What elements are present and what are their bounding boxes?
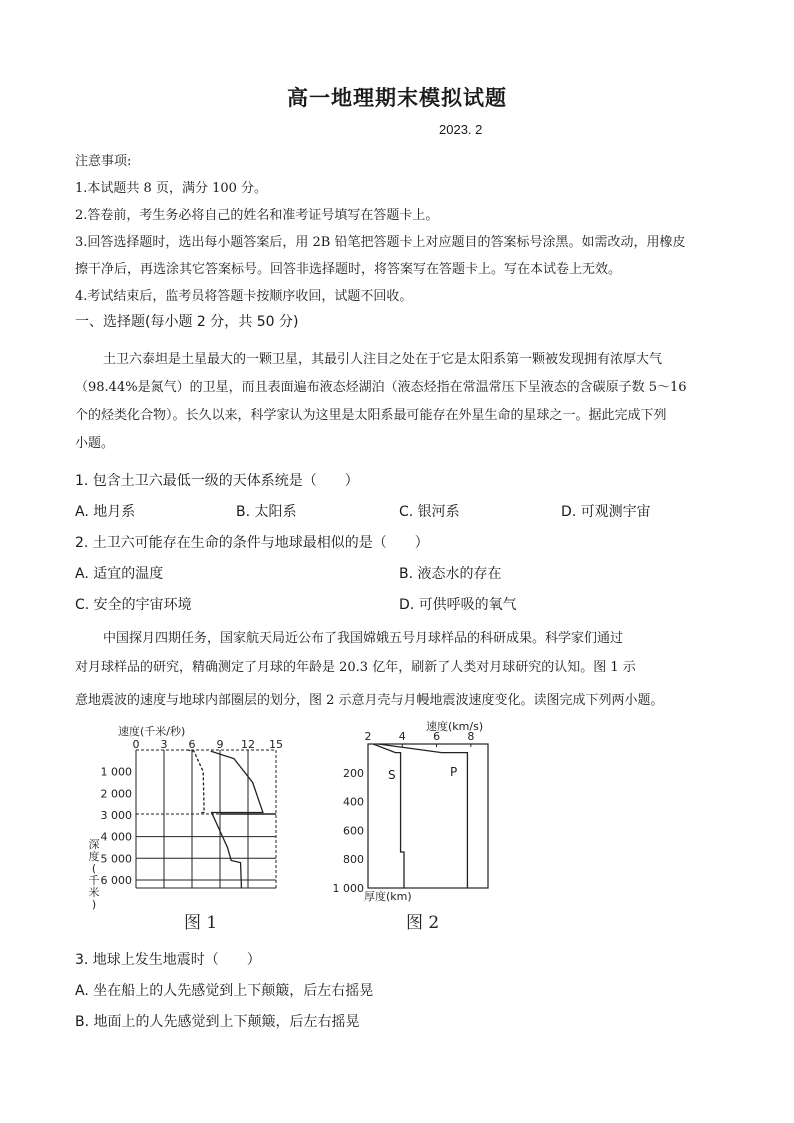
- notice-item: 2.答卷前，考生务必将自己的姓名和准考证号填写在答题卡上。: [75, 208, 439, 223]
- notice-item: 擦干净后，再选涂其它答案标号。回答非选择题时，将答案写在答题卡上。写在本试卷上无效。: [75, 262, 622, 277]
- fig2-y-tick-label: 400: [343, 795, 364, 809]
- q3-option-b[interactable]: B. 地面上的人先感觉到上下颠簸，后左右摇晃: [75, 1014, 360, 1030]
- exam-date: 2023. 2: [439, 122, 483, 137]
- fig2-p-label: P: [450, 765, 458, 779]
- fig2-y-tick-label: 800: [343, 853, 364, 867]
- fig2-x-tick-label: 4: [398, 730, 406, 743]
- fig1-ylabel-char: 米: [88, 886, 100, 899]
- passage-line: （98.44%是氮气）的卫星，而且表面遍布液态烃湖泊（液态烃指在常温常压下呈液态的含碳原子数 5～16: [75, 380, 687, 395]
- notice-item: 4.考试结束后，监考员将答题卡按顺序收回，试题不回收。: [75, 289, 413, 304]
- q1-option-c[interactable]: C. 银河系: [399, 504, 460, 520]
- passage-line: 对月球样品的研究，精确测定了月球的年龄是 20.3 亿年，刷新了人类对月球研究的认知。图 1 示: [75, 660, 636, 675]
- passage-line: 意地震波的速度与地球内部圈层的划分，图 2 示意月壳与月幔地震波速度变化。读图完成下列两小题。: [75, 693, 664, 708]
- fig2-series-line-s: [373, 744, 404, 888]
- fig1-y-tick-label: 5 000: [100, 852, 132, 866]
- fig2-x-tick-label: 6: [433, 730, 441, 743]
- section-heading: 一、选择题(每小题 2 分，共 50 分): [75, 314, 299, 330]
- notice-heading: 注意事项:: [75, 154, 132, 169]
- notice-item: 3.回答选择题时，选出每小题答案后，用 2B 铅笔把答题卡上对应题目的答案标号涂黑。如需改动，用橡皮: [75, 235, 686, 250]
- q2-option-d[interactable]: D. 可供呼吸的氧气: [399, 597, 517, 613]
- passage-line: 土卫六泰坦是土星最大的一颗卫星，其最引人注目之处在于它是太阳系第一颗被发现拥有浓厚大气: [103, 352, 663, 367]
- fig1-ylabel-char: (: [91, 862, 97, 875]
- passage-line: 个的烃类化合物）。长久以来，科学家认为这里是太阳系最可能存在外星生命的星球之一。据此完成下列: [75, 408, 667, 423]
- figure-1-caption: 图 1: [184, 913, 218, 933]
- fig2-y-tick-label: 600: [343, 824, 364, 838]
- q3-option-a[interactable]: A. 坐在船上的人先感觉到上下颠簸，后左右摇晃: [75, 983, 374, 999]
- fig1-x-tick-label: 0: [132, 738, 140, 751]
- q1-option-a[interactable]: A. 地月系: [75, 504, 136, 520]
- fig2-y-tick-label: 200: [343, 766, 364, 780]
- fig2-ylabel: 厚度(km): [364, 890, 412, 903]
- notice-item: 1.本试题共 8 页，满分 100 分。: [75, 181, 268, 196]
- fig1-x-tick-label: 12: [241, 738, 255, 751]
- passage-line: 小题。: [75, 436, 115, 451]
- fig1-y-tick-label: 2 000: [100, 787, 132, 801]
- q2-option-a[interactable]: A. 适宜的温度: [75, 566, 164, 582]
- fig2-frame: [368, 744, 488, 888]
- fig1-x-tick-label: 3: [160, 738, 168, 751]
- question-1-stem: 1. 包含土卫六最低一级的天体系统是（ ）: [75, 473, 359, 489]
- fig1-ylabel-char: 深: [88, 838, 100, 851]
- figure-2-caption: 图 2: [406, 913, 440, 933]
- fig1-y-tick-label: 4 000: [100, 830, 132, 844]
- fig2-x-tick-label: 2: [364, 730, 372, 743]
- q1-option-b[interactable]: B. 太阳系: [236, 504, 297, 520]
- fig1-y-tick-label: 6 000: [100, 873, 132, 887]
- fig1-xlabel: 速度(千米/秒): [118, 725, 186, 738]
- question-3-stem: 3. 地球上发生地震时（ ）: [75, 952, 261, 968]
- fig1-x-tick-label: 9: [216, 738, 224, 751]
- fig2-y-tick-label: 1 000: [332, 882, 364, 895]
- fig1-series-line: [211, 751, 263, 888]
- fig2-xlabel: 速度(km/s): [426, 720, 484, 733]
- fig1-y-tick-label: 1 000: [100, 765, 132, 779]
- fig1-ylabel-char: ): [91, 898, 97, 911]
- figure-2-chart: [330, 718, 510, 938]
- fig1-ylabel-char: 度: [88, 850, 100, 863]
- page-title: 高一地理期末模拟试题: [287, 85, 507, 110]
- fig1-x-tick-label: 6: [188, 738, 196, 751]
- fig1-series-line: [187, 750, 204, 812]
- passage-line: 中国探月四期任务，国家航天局近公布了我国嫦娥五号月球样品的科研成果。科学家们通过: [103, 631, 624, 646]
- fig1-ylabel-char: 千: [88, 874, 100, 887]
- fig1-x-tick-label: 15: [269, 738, 283, 751]
- question-2-stem: 2. 土卫六可能存在生命的条件与地球最相似的是（ ）: [75, 535, 429, 551]
- fig1-y-tick-label: 3 000: [100, 808, 132, 822]
- fig2-s-label: S: [388, 768, 396, 782]
- q2-option-c[interactable]: C. 安全的宇宙环境: [75, 597, 192, 613]
- figure-1-chart: [80, 718, 300, 938]
- fig2-x-tick-label: 8: [467, 730, 475, 743]
- q1-option-d[interactable]: D. 可观测宇宙: [561, 504, 651, 520]
- q2-option-b[interactable]: B. 液态水的存在: [399, 566, 502, 582]
